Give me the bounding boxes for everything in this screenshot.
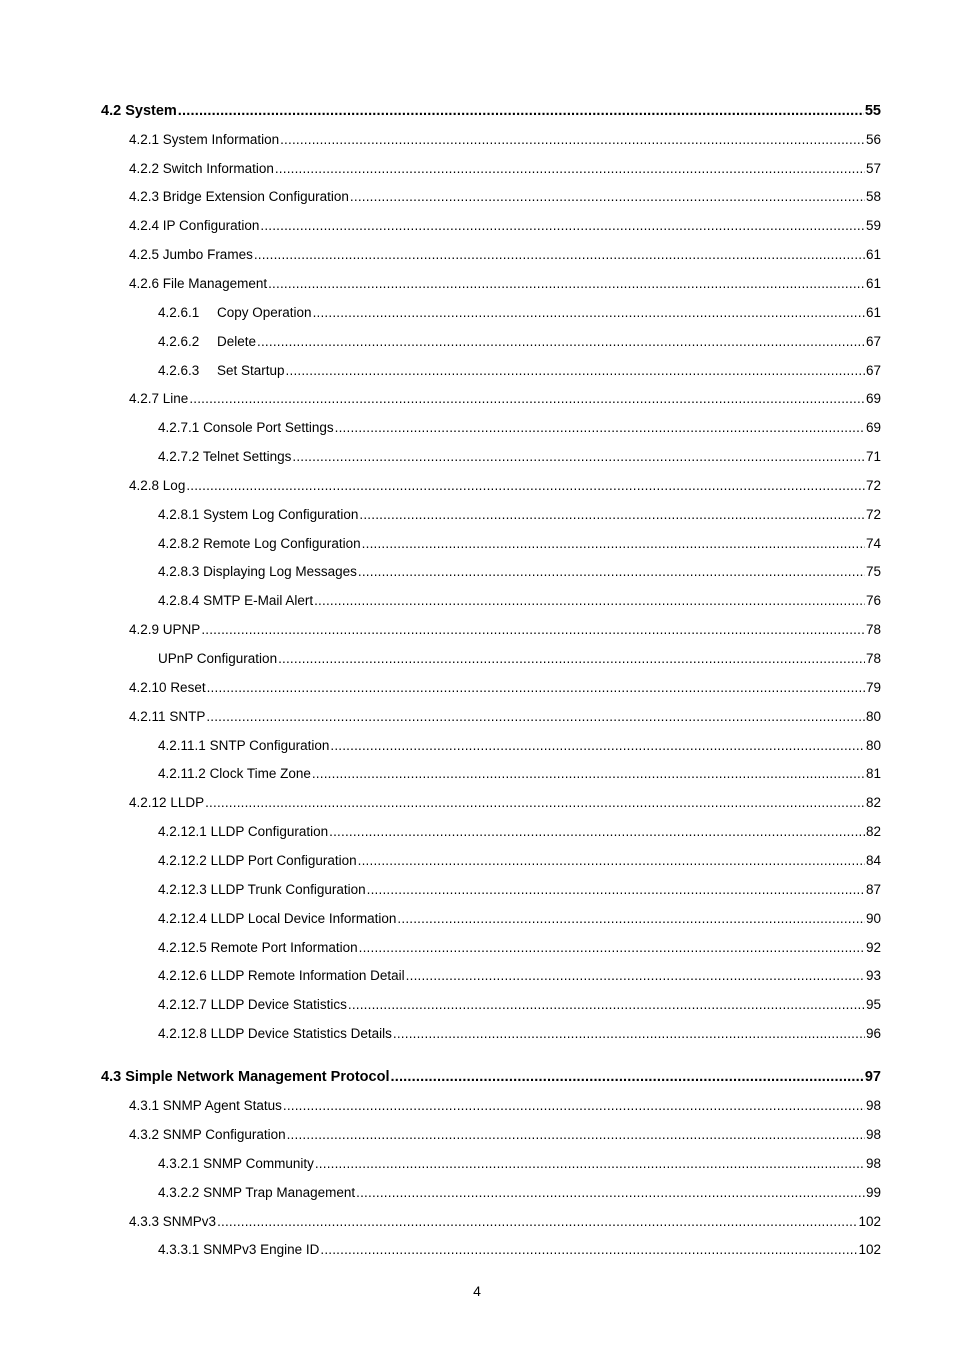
dot-leader [254,246,865,264]
toc-entry-title: File Management [162,276,268,291]
toc-entry-title: Bridge Extension Configuration [162,189,349,204]
toc-entry-number: 4.2.11.1 [158,738,206,753]
toc-entry-number: 4.2.12.4 [158,911,207,926]
toc-entry-title: LLDP Device Statistics Details [210,1026,392,1041]
toc-entry[interactable] [101,102,881,120]
toc-entry-page: 82 [865,795,881,810]
toc-entry-page: 98 [865,1098,881,1113]
toc-entry-label [129,131,279,149]
toc-entry-number: 4.2.6.3 [158,363,200,378]
toc-entry[interactable] [158,823,881,841]
toc-entry-page: 97 [864,1069,881,1085]
toc-entry-page: 81 [865,766,881,781]
dot-leader [359,939,865,957]
toc-entry-number: 4.2.7.2 [158,449,200,464]
toc-entry-label [158,1241,319,1259]
toc-entry-number: 4.3.2.1 [158,1156,200,1171]
toc-entry[interactable] [129,679,881,697]
toc-entry-page: 74 [865,536,881,551]
toc-entry-title: Copy Operation [217,305,312,320]
toc-entry-title: LLDP Local Device Information [210,911,397,926]
toc-entry-label [129,1097,282,1115]
toc-entry-page: 82 [865,824,881,839]
toc-entry-page: 92 [865,940,881,955]
toc-entry-label [129,246,253,264]
toc-entry-number: 4.2.12.1 [158,824,207,839]
toc-entry-title: Remote Port Information [210,940,358,955]
toc-entry-label [158,419,334,437]
toc-entry[interactable] [158,535,881,553]
toc-entry[interactable] [158,996,881,1014]
toc-entry[interactable] [158,967,881,985]
dot-leader [358,563,865,581]
dot-leader [268,275,865,293]
toc-entry[interactable] [158,592,881,610]
toc-entry-page: 75 [865,564,881,579]
toc-entry-number: 4.2.12.7 [158,997,207,1012]
dot-leader [330,737,865,755]
toc-entry-page: 69 [865,391,881,406]
toc-entry-label [158,592,313,610]
toc-entry-title: Delete [217,334,257,349]
toc-entry-number: 4.2.12.8 [158,1026,207,1041]
dot-leader [186,477,865,495]
dot-leader [292,448,865,466]
toc-entry[interactable] [129,246,881,264]
toc-entry-label [158,333,256,351]
toc-entry[interactable] [158,1025,881,1043]
toc-entry-label [158,881,366,899]
toc-entry-label [158,823,328,841]
toc-entry-number: 4.2.8.2 [158,536,200,551]
toc-entry-label [158,939,358,957]
toc-entry-title: Line [162,391,189,406]
toc-entry[interactable] [158,506,881,524]
toc-entry-page: 76 [865,593,881,608]
toc-entry-title: System [125,103,177,119]
toc-entry-title: SNMP Agent Status [162,1098,282,1113]
toc-entry-title: Remote Log Configuration [203,536,361,551]
toc-entry[interactable] [129,477,881,495]
toc-entry-title: LLDP [170,795,205,810]
toc-entry-page: 61 [865,247,881,262]
toc-entry-title: Switch Information [162,161,274,176]
toc-entry-number: 4.3.1 [129,1098,160,1113]
toc-entry-number: 4.2.8.1 [158,507,200,522]
dot-leader [367,881,865,899]
toc-entry-number: 4.3.2.2 [158,1185,200,1200]
toc-entry-title: SNMP Configuration [162,1127,286,1142]
toc-entry-page: 72 [865,507,881,522]
toc-entry-label [129,621,200,639]
toc-entry-label [158,362,285,380]
toc-entry-label [101,102,177,120]
toc-entry-title: UPNP [162,622,201,637]
toc-entry-label [129,188,349,206]
toc-entry[interactable] [129,188,881,206]
toc-entry-page: 93 [865,968,881,983]
toc-entry[interactable] [129,1126,881,1144]
toc-entry-page: 87 [865,882,881,897]
toc-entry-number: 4.2.8 [129,478,160,493]
dot-leader [312,765,865,783]
toc-entry-label [158,535,361,553]
toc-entry-label [129,1126,286,1144]
toc-entry-label [129,477,185,495]
toc-entry-page: 69 [865,420,881,435]
page-number: 4 [473,1283,481,1299]
toc-entry-label [158,1184,355,1202]
toc-entry-title: SNTP Configuration [209,738,330,753]
toc-entry-label [129,160,274,178]
dot-leader [358,852,865,870]
toc-entry-title: Clock Time Zone [209,766,311,781]
toc-entry-page: 59 [865,218,881,233]
toc-entry[interactable] [129,621,881,639]
dot-leader [260,217,865,235]
toc-entry-page: 67 [865,363,881,378]
toc-entry-page: 80 [865,709,881,724]
toc-entry-label [158,650,277,668]
dot-leader [257,333,865,351]
toc-entry-number: 4.2.11.2 [158,766,206,781]
toc-entry-label [129,390,188,408]
toc-entry-number: 4.2.6 [129,276,160,291]
toc-entry-page: 95 [865,997,881,1012]
toc-entry-label [158,563,357,581]
toc-entry-title: System Log Configuration [203,507,359,522]
toc-entry-page: 71 [865,449,881,464]
toc-entry-number: 4.2.11 [129,709,166,724]
dot-leader [335,419,865,437]
dot-leader [205,794,865,812]
dot-leader [359,506,865,524]
toc-entry[interactable] [158,333,881,351]
toc-entry-title: UPnP Configuration [158,651,278,666]
dot-leader [286,362,865,380]
toc-entry[interactable] [158,304,881,322]
toc-entry[interactable] [158,563,881,581]
toc-entry-label [129,794,204,812]
toc-entry-label [129,708,205,726]
toc-entry-label [158,996,347,1014]
toc-entry-label [101,1068,389,1086]
toc-entry-title: LLDP Trunk Configuration [210,882,366,897]
dot-leader [362,535,865,553]
toc-entry-number: 4.2.7 [129,391,160,406]
toc-entry-title: SNMP Trap Management [203,1185,356,1200]
toc-entry-title: IP Configuration [162,218,260,233]
toc-entry-title: LLDP Remote Information Detail [210,968,405,983]
toc-entry-number: 4.2.6.1 [158,305,200,320]
toc-entry-label [158,506,358,524]
toc-entry-title: Console Port Settings [203,420,334,435]
toc-entry-number: 4.2.5 [129,247,160,262]
toc-entry-label [129,217,259,235]
toc-entry-label [158,1025,392,1043]
toc-entry-number: 4.3.2 [129,1127,160,1142]
toc-entry[interactable] [129,1213,881,1231]
toc-entry[interactable] [158,881,881,899]
toc-entry[interactable] [129,160,881,178]
toc-entry-page: 56 [865,132,881,147]
toc-entry-page: 80 [865,738,881,753]
dot-leader [393,1025,865,1043]
dot-leader [280,131,865,149]
toc-entry-title: Set Startup [217,363,285,378]
toc-entry-number: 4.2.4 [129,218,160,233]
dot-leader [329,823,865,841]
toc-entry[interactable] [158,939,881,957]
toc-entry-number: 4.2.3 [129,189,160,204]
dot-leader [283,1097,865,1115]
toc-entry-page: 99 [865,1185,881,1200]
dot-leader [178,102,864,120]
toc-entry-label [158,1155,314,1173]
dot-leader [313,304,865,322]
toc-entry-number: 4.3.3 [129,1214,160,1229]
toc-entry-title: SNTP [169,709,206,724]
toc-entry-title: System Information [162,132,280,147]
toc-entry-label [158,852,357,870]
toc-entry-page: 78 [865,622,881,637]
toc-entry[interactable] [129,1097,881,1115]
toc-entry-title: LLDP Device Statistics [210,997,347,1012]
toc-entry-page: 98 [865,1127,881,1142]
toc-entry[interactable] [101,1068,881,1086]
toc-entry-title: Displaying Log Messages [203,564,357,579]
dot-leader [206,708,865,726]
toc-entry-title: SNMP Community [203,1156,314,1171]
toc-entry-title: SNMPv3 Engine ID [203,1242,320,1257]
toc-entry-number: 4.3.3.1 [158,1242,200,1257]
dot-leader [390,1068,863,1086]
toc-entry-number: 4.2 [101,103,122,119]
toc-entry[interactable] [129,131,881,149]
toc-entry-number: 4.3 [101,1069,122,1085]
toc-entry[interactable] [158,419,881,437]
toc-entry[interactable] [129,708,881,726]
dot-leader [275,160,865,178]
toc-entry[interactable] [158,362,881,380]
dot-leader [207,679,865,697]
toc-entry-page: 96 [865,1026,881,1041]
toc-entry-title: Simple Network Management Protocol [125,1069,390,1085]
dot-leader [201,621,865,639]
toc-entry-label [158,765,311,783]
dot-leader [278,650,865,668]
toc-entry-number: 4.2.6.2 [158,334,200,349]
dot-leader [217,1213,857,1231]
toc-entry-page: 79 [865,680,881,695]
toc-entry-number: 4.2.12.5 [158,940,207,955]
dot-leader [406,967,865,985]
toc-entry-title: Reset [170,680,206,695]
toc-entry-page: 55 [864,103,881,119]
toc-entry-title: LLDP Configuration [210,824,329,839]
toc-entry[interactable] [158,737,881,755]
toc-entry-number: 4.2.8.3 [158,564,200,579]
dot-leader [315,1155,865,1173]
toc-entry-page: 90 [865,911,881,926]
toc-entry-title: Telnet Settings [202,449,292,464]
dot-leader [320,1241,857,1259]
toc-entry[interactable] [129,794,881,812]
toc-entry-number: 4.2.12.3 [158,882,207,897]
dot-leader [350,188,865,206]
toc-entry[interactable] [158,448,881,466]
toc-entry[interactable] [129,217,881,235]
toc-entry-title: Log [162,478,186,493]
dot-leader [356,1184,865,1202]
toc-entry-page: 102 [858,1214,881,1229]
toc-entry-label [158,304,312,322]
toc-entry[interactable] [158,852,881,870]
dot-leader [287,1126,865,1144]
toc-entry-page: 58 [865,189,881,204]
toc-entry-page: 84 [865,853,881,868]
toc-entry-label [129,679,206,697]
toc-entry[interactable] [158,765,881,783]
dot-leader [348,996,865,1014]
toc-entry[interactable] [158,1155,881,1173]
toc-entry-number: 4.2.12.6 [158,968,207,983]
toc-entry-number: 4.2.1 [129,132,160,147]
dot-leader [314,592,865,610]
toc-entry-page: 61 [865,305,881,320]
toc-entry[interactable] [158,910,881,928]
toc-entry-page: 72 [865,478,881,493]
toc-entry[interactable] [129,390,881,408]
dot-leader [397,910,865,928]
toc-entry[interactable] [158,650,881,668]
toc-entry-number: 4.2.12 [129,795,167,810]
toc-entry-label [158,967,405,985]
toc-entry-number: 4.2.12.2 [158,853,207,868]
toc-entry-label [129,1213,216,1231]
toc-entry-label [158,737,329,755]
toc-entry-number: 4.2.9 [129,622,160,637]
toc-entry-page: 102 [858,1242,881,1257]
toc-entry-page: 78 [865,651,881,666]
toc-entry-page: 67 [865,334,881,349]
toc-entry-page: 98 [865,1156,881,1171]
toc-entry-number: 4.2.10 [129,680,167,695]
toc-entry-page: 57 [865,161,881,176]
toc-entry[interactable] [158,1184,881,1202]
toc-entry-label [129,275,267,293]
toc-entry-title: SNMPv3 [162,1214,217,1229]
toc-entry-page: 61 [865,276,881,291]
toc-entry[interactable] [129,275,881,293]
toc-entry-title: LLDP Port Configuration [210,853,357,868]
toc-entry-number: 4.2.8.4 [158,593,200,608]
toc-entry-title: Jumbo Frames [162,247,253,262]
toc-entry-number: 4.2.7.1 [158,420,200,435]
toc-entry-label [158,910,396,928]
toc-entry-title: SMTP E-Mail Alert [203,593,314,608]
toc-entry[interactable] [158,1241,881,1259]
toc-entry-label [158,448,291,466]
dot-leader [189,390,865,408]
toc-entry-number: 4.2.2 [129,161,160,176]
